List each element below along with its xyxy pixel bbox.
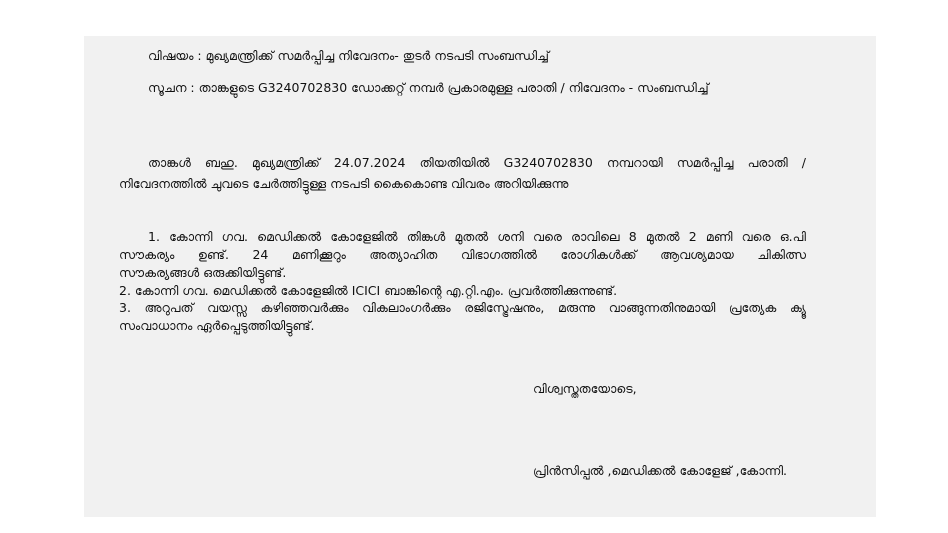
- action-item-3-line-2: സംവാധാനം ഏർപ്പെടുത്തിയിട്ടുണ്ട്.: [119, 318, 315, 333]
- signature-line: പ്രിൻസിപ്പൽ ,മെഡിക്കൽ കോളേജ് ,കോന്നി.: [533, 463, 788, 478]
- reference-line: സൂചന : താങ്കളുടെ G3240702830 ഡോക്കറ്റ് നമ്പർ പ്രകാരമുള്ള പരാതി / നിവേദനം - സംബന്ധിച്ച്: [148, 80, 709, 95]
- subject-line: വിഷയം : മുഖ്യമന്ത്രിക്ക് സമർപ്പിച്ച നിവേദനം- തുടർ നടപടി സംബന്ധിച്ച്: [148, 48, 549, 63]
- intro-paragraph-line-2: നിവേദനത്തിൽ ചുവടെ ചേർത്തിട്ടുള്ള നടപടി കൈകൊണ്ട വിവരം അറിയിക്കുന്നു: [119, 176, 569, 191]
- action-item-3-line-1: 3. അറുപത് വയസ്സ കഴിഞ്ഞവർക്കും വികലാംഗർക്കും രജിസ്ട്രേഷനും, മരുന്നു വാങ്ങുന്നതിനുമായി പ്രത്യേക ക്യൂ: [119, 300, 806, 315]
- action-item-1-line-3: സൗകര്യങ്ങൾ ഒരുക്കിയിട്ടുണ്ട്.: [119, 265, 287, 280]
- intro-paragraph-line-1: താങ്കൾ ബഹു. മുഖ്യമന്ത്രിക്ക് 24.07.2024 തിയതിയിൽ G3240702830 നമ്പറായി സമർപ്പിച്ച പരാതി /: [148, 155, 806, 170]
- closing-salutation: വിശ്വസ്തതയോടെ,: [533, 381, 637, 396]
- action-item-1-line-1: 1. കോന്നി ഗവ. മെഡിക്കൽ കോളേജിൽ തിങ്കൾ മുതൽ ശനി വരെ രാവിലെ 8 മുതൽ 2 മണി വരെ ഒ.പി: [148, 229, 806, 244]
- action-item-2: 2. കോന്നി ഗവ. മെഡിക്കൽ കോളേജിൽ ICICI ബാങ്കിന്റെ എ.റ്റി.എം. പ്രവർത്തിക്കുന്നുണ്ട്.: [119, 283, 618, 298]
- action-item-1-line-2: സൗകര്യം ഉണ്ട്. 24 മണിക്കൂറും അത്യാഹിത വിഭാഗത്തിൽ രോഗികൾക്ക് ആവശ്യമായ ചികിത്സ: [119, 247, 806, 262]
